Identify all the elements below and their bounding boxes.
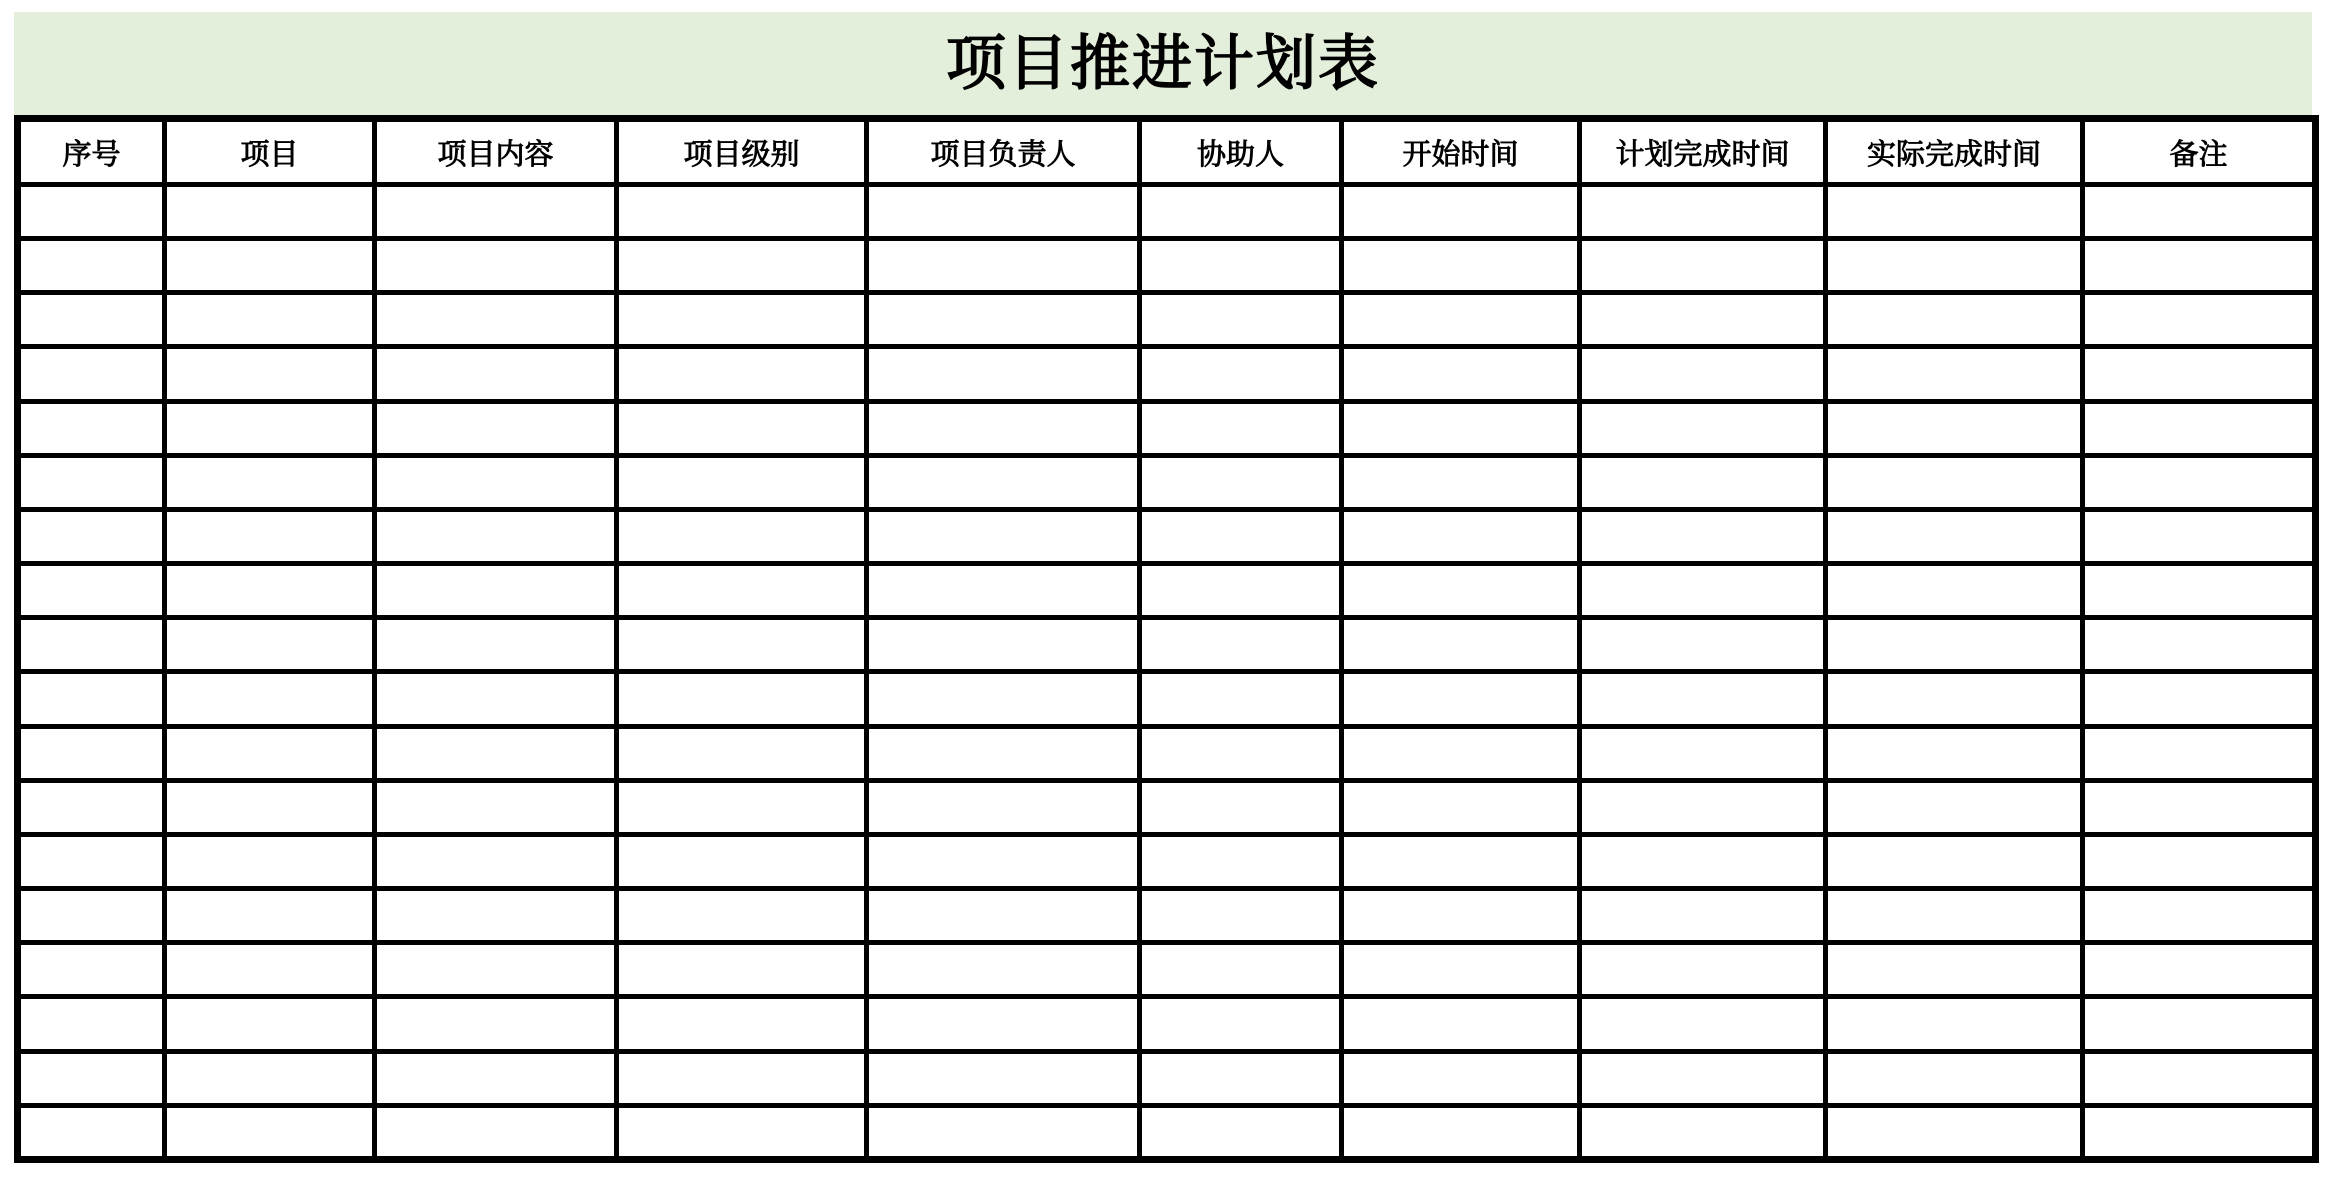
column-header-9: 实际完成时间 bbox=[1826, 119, 2083, 185]
table-cell bbox=[1342, 943, 1580, 997]
table-cell bbox=[1342, 672, 1580, 726]
table-cell bbox=[867, 293, 1140, 347]
table-cell bbox=[165, 509, 375, 563]
table-cell bbox=[1140, 780, 1342, 834]
table-cell bbox=[1826, 185, 2083, 239]
table-cell bbox=[617, 347, 867, 401]
table-row bbox=[18, 672, 2316, 726]
table-cell bbox=[165, 618, 375, 672]
table-cell bbox=[1580, 455, 1826, 509]
table-cell bbox=[1140, 239, 1342, 293]
table-cell bbox=[617, 726, 867, 780]
table-cell bbox=[18, 726, 165, 780]
table-cell bbox=[18, 1105, 165, 1159]
table-cell bbox=[1826, 943, 2083, 997]
table-cell bbox=[375, 1105, 617, 1159]
table-cell bbox=[375, 1051, 617, 1105]
table-cell bbox=[375, 455, 617, 509]
table-cell bbox=[1580, 1051, 1826, 1105]
table-cell bbox=[617, 943, 867, 997]
table-cell bbox=[18, 618, 165, 672]
table-cell bbox=[867, 1105, 1140, 1159]
table-cell bbox=[2083, 185, 2316, 239]
table-cell bbox=[1580, 726, 1826, 780]
table-cell bbox=[375, 672, 617, 726]
table-cell bbox=[1580, 185, 1826, 239]
table-cell bbox=[375, 509, 617, 563]
table-cell bbox=[2083, 455, 2316, 509]
table-cell bbox=[1140, 347, 1342, 401]
table-cell bbox=[2083, 889, 2316, 943]
table-cell bbox=[1140, 943, 1342, 997]
table-cell bbox=[2083, 780, 2316, 834]
table-cell bbox=[18, 239, 165, 293]
table-cell bbox=[1826, 889, 2083, 943]
table-cell bbox=[867, 239, 1140, 293]
table-cell bbox=[165, 1105, 375, 1159]
table-cell bbox=[1826, 239, 2083, 293]
table-cell bbox=[1580, 780, 1826, 834]
table-cell bbox=[867, 726, 1140, 780]
table-cell bbox=[375, 347, 617, 401]
table-cell bbox=[2083, 564, 2316, 618]
table-cell bbox=[2083, 1051, 2316, 1105]
table-row bbox=[18, 780, 2316, 834]
table-cell bbox=[1580, 239, 1826, 293]
table-row bbox=[18, 618, 2316, 672]
table-cell bbox=[1826, 455, 2083, 509]
table-cell bbox=[617, 564, 867, 618]
table-cell bbox=[867, 509, 1140, 563]
table-cell bbox=[1826, 509, 2083, 563]
table-cell bbox=[867, 834, 1140, 888]
table-cell bbox=[375, 239, 617, 293]
table-body bbox=[18, 185, 2316, 1160]
column-header-3: 项目内容 bbox=[375, 119, 617, 185]
table-cell bbox=[1826, 1051, 2083, 1105]
table-cell bbox=[18, 997, 165, 1051]
table-cell bbox=[18, 1051, 165, 1105]
table-cell bbox=[1580, 564, 1826, 618]
table-cell bbox=[165, 834, 375, 888]
table-cell bbox=[1140, 726, 1342, 780]
table-cell bbox=[1826, 564, 2083, 618]
table-cell bbox=[165, 889, 375, 943]
table-row bbox=[18, 1051, 2316, 1105]
table-cell bbox=[165, 726, 375, 780]
table-header-row bbox=[18, 119, 2316, 185]
table-cell bbox=[1826, 997, 2083, 1051]
table-cell bbox=[2083, 347, 2316, 401]
table-row bbox=[18, 455, 2316, 509]
table-row bbox=[18, 401, 2316, 455]
table-cell bbox=[617, 1105, 867, 1159]
column-header-7: 开始时间 bbox=[1342, 119, 1580, 185]
table-cell bbox=[165, 401, 375, 455]
column-header-10: 备注 bbox=[2083, 119, 2316, 185]
column-header-5: 项目负责人 bbox=[867, 119, 1140, 185]
table-cell bbox=[617, 239, 867, 293]
table-cell bbox=[18, 672, 165, 726]
table-cell bbox=[1826, 618, 2083, 672]
table-cell bbox=[2083, 618, 2316, 672]
table-cell bbox=[1580, 834, 1826, 888]
table-cell bbox=[617, 293, 867, 347]
table-cell bbox=[375, 618, 617, 672]
table-cell bbox=[1342, 509, 1580, 563]
table-cell bbox=[2083, 943, 2316, 997]
table-cell bbox=[1342, 726, 1580, 780]
table-cell bbox=[375, 834, 617, 888]
column-header-6: 协助人 bbox=[1140, 119, 1342, 185]
table-cell bbox=[617, 401, 867, 455]
table-cell bbox=[165, 293, 375, 347]
table-row bbox=[18, 1105, 2316, 1159]
table-cell bbox=[867, 889, 1140, 943]
table-cell bbox=[617, 834, 867, 888]
table-cell bbox=[1580, 347, 1826, 401]
column-header-8: 计划完成时间 bbox=[1580, 119, 1826, 185]
table-cell bbox=[617, 780, 867, 834]
table-cell bbox=[617, 889, 867, 943]
table-cell bbox=[375, 997, 617, 1051]
table-cell bbox=[617, 185, 867, 239]
table-cell bbox=[18, 455, 165, 509]
table-cell bbox=[867, 455, 1140, 509]
table-cell bbox=[18, 347, 165, 401]
table-cell bbox=[617, 618, 867, 672]
table-cell bbox=[1140, 618, 1342, 672]
table-cell bbox=[1140, 509, 1342, 563]
table-cell bbox=[1342, 293, 1580, 347]
table-cell bbox=[867, 401, 1140, 455]
table-cell bbox=[1140, 834, 1342, 888]
table-cell bbox=[165, 780, 375, 834]
table-row bbox=[18, 185, 2316, 239]
table-cell bbox=[1580, 672, 1826, 726]
table-cell bbox=[375, 780, 617, 834]
table-cell bbox=[165, 1051, 375, 1105]
table-cell bbox=[1342, 347, 1580, 401]
table-cell bbox=[1140, 455, 1342, 509]
table-row bbox=[18, 997, 2316, 1051]
table-row bbox=[18, 834, 2316, 888]
table-cell bbox=[1826, 726, 2083, 780]
table-cell bbox=[1140, 889, 1342, 943]
table-cell bbox=[617, 1051, 867, 1105]
table-cell bbox=[1140, 564, 1342, 618]
table-cell bbox=[1580, 1105, 1826, 1159]
table-cell bbox=[1580, 401, 1826, 455]
column-header-1: 序号 bbox=[18, 119, 165, 185]
table-cell bbox=[375, 293, 617, 347]
table-cell bbox=[1580, 943, 1826, 997]
table-cell bbox=[1342, 239, 1580, 293]
table-cell bbox=[1342, 780, 1580, 834]
table-row bbox=[18, 564, 2316, 618]
table-cell bbox=[867, 618, 1140, 672]
table-cell bbox=[1342, 834, 1580, 888]
table-cell bbox=[18, 780, 165, 834]
table-cell bbox=[1342, 564, 1580, 618]
table-cell bbox=[2083, 401, 2316, 455]
column-header-4: 项目级别 bbox=[617, 119, 867, 185]
table-cell bbox=[165, 672, 375, 726]
table-cell bbox=[1580, 509, 1826, 563]
table-cell bbox=[617, 672, 867, 726]
table-cell bbox=[2083, 997, 2316, 1051]
table-cell bbox=[617, 455, 867, 509]
table-cell bbox=[2083, 672, 2316, 726]
project-plan-table bbox=[14, 115, 2319, 1163]
page-title: 项目推进计划表 bbox=[946, 29, 1380, 97]
table-cell bbox=[2083, 834, 2316, 888]
table-cell bbox=[1342, 1105, 1580, 1159]
table-cell bbox=[165, 997, 375, 1051]
table-row bbox=[18, 889, 2316, 943]
table-cell bbox=[1826, 293, 2083, 347]
table-cell bbox=[165, 564, 375, 618]
table-cell bbox=[1580, 618, 1826, 672]
table-cell bbox=[1826, 347, 2083, 401]
table-cell bbox=[1342, 185, 1580, 239]
table-row bbox=[18, 943, 2316, 997]
table-cell bbox=[867, 564, 1140, 618]
table-cell bbox=[617, 997, 867, 1051]
table-cell bbox=[1140, 1051, 1342, 1105]
table-cell bbox=[18, 293, 165, 347]
table-cell bbox=[165, 347, 375, 401]
table-cell bbox=[2083, 509, 2316, 563]
table-cell bbox=[375, 401, 617, 455]
table-cell bbox=[1140, 997, 1342, 1051]
table-cell bbox=[1342, 618, 1580, 672]
table-cell bbox=[867, 1051, 1140, 1105]
table-cell bbox=[18, 401, 165, 455]
table-cell bbox=[1826, 401, 2083, 455]
table-cell bbox=[1342, 455, 1580, 509]
table-cell bbox=[2083, 239, 2316, 293]
table-cell bbox=[1140, 672, 1342, 726]
table-cell bbox=[18, 889, 165, 943]
table-cell bbox=[165, 943, 375, 997]
table-cell bbox=[867, 780, 1140, 834]
title-banner bbox=[14, 12, 2312, 115]
table-cell bbox=[1342, 997, 1580, 1051]
table-cell bbox=[867, 943, 1140, 997]
column-header-2: 项目 bbox=[165, 119, 375, 185]
table-cell bbox=[617, 509, 867, 563]
table-cell bbox=[867, 997, 1140, 1051]
table-row bbox=[18, 347, 2316, 401]
table-cell bbox=[1580, 889, 1826, 943]
table-cell bbox=[1826, 672, 2083, 726]
table-cell bbox=[1580, 997, 1826, 1051]
table-row bbox=[18, 726, 2316, 780]
table-cell bbox=[375, 889, 617, 943]
table-cell bbox=[1342, 401, 1580, 455]
table-cell bbox=[1140, 293, 1342, 347]
table-cell bbox=[18, 564, 165, 618]
table-row bbox=[18, 509, 2316, 563]
table-cell bbox=[1580, 293, 1826, 347]
table-cell bbox=[2083, 1105, 2316, 1159]
table-cell bbox=[1826, 1105, 2083, 1159]
table-cell bbox=[867, 347, 1140, 401]
table-cell bbox=[1826, 780, 2083, 834]
table-cell bbox=[1140, 185, 1342, 239]
table-cell bbox=[2083, 726, 2316, 780]
table-cell bbox=[1140, 401, 1342, 455]
table-cell bbox=[1140, 1105, 1342, 1159]
table-row bbox=[18, 239, 2316, 293]
table-cell bbox=[18, 185, 165, 239]
table-cell bbox=[165, 239, 375, 293]
table-cell bbox=[18, 834, 165, 888]
table-cell bbox=[18, 943, 165, 997]
table-cell bbox=[165, 455, 375, 509]
table-cell bbox=[165, 185, 375, 239]
table-cell bbox=[18, 509, 165, 563]
table-cell bbox=[2083, 293, 2316, 347]
table-cell bbox=[375, 943, 617, 997]
table-cell bbox=[867, 185, 1140, 239]
table-cell bbox=[1342, 889, 1580, 943]
table-cell bbox=[867, 672, 1140, 726]
table-cell bbox=[375, 564, 617, 618]
table-row bbox=[18, 293, 2316, 347]
table-cell bbox=[375, 726, 617, 780]
table-cell bbox=[1826, 834, 2083, 888]
table-cell bbox=[375, 185, 617, 239]
table-cell bbox=[1342, 1051, 1580, 1105]
